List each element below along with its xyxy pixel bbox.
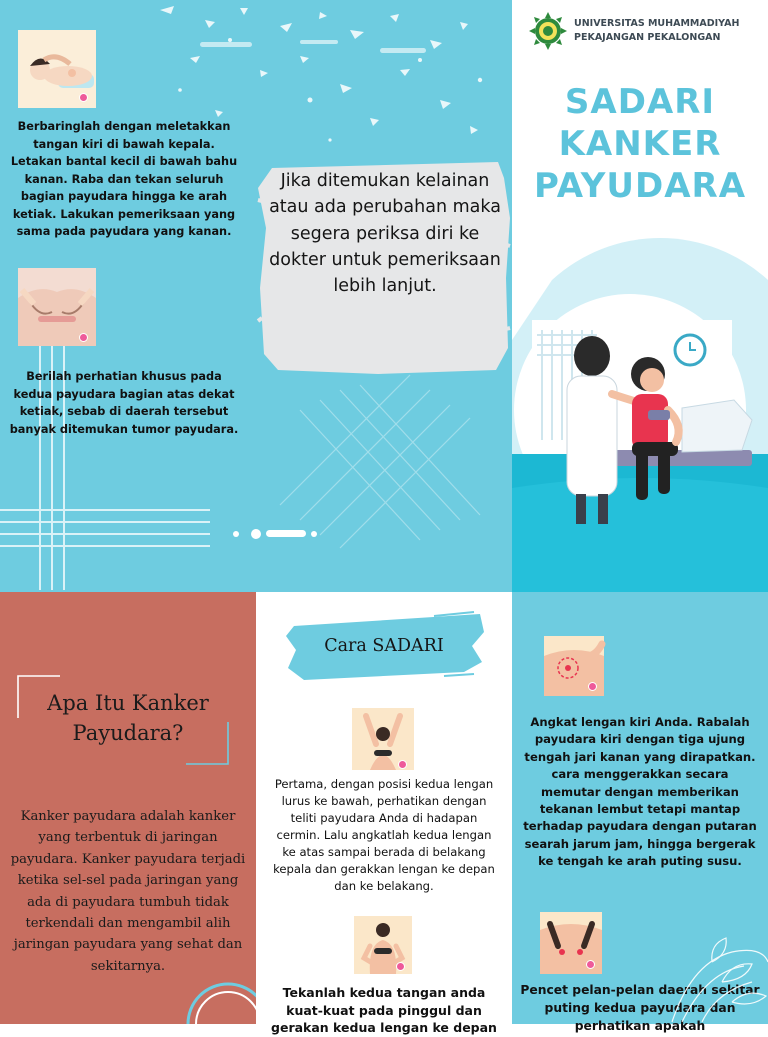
cara-step-1-text: Pertama, dengan posisi kedua lengan lurus ke bawah, perhatikan dengan teliti payudara Anda di hadapan cermin. Lalu angkatlah kedua lengan ke atas sampai berada di belakang kepala dan gerakkan lengan ke depan dan ke belakang. [273,777,495,894]
right-steps-panel [512,592,768,1033]
callout-text: Jika ditemukan kelainan atau ada perubahan maka segera periksa diri ke dokter untuk pemeriksaan lebih lanjut. [269,171,501,296]
marker-dot [586,960,595,969]
marker-dot [398,760,407,769]
about-body: Kanker payudara adalah kanker yang terbentuk di jaringan payudara. Kanker payudara terjadi ketika sel-sel pada jaringan yang ada di payudara tumbuh tidak terkendali dan mengambil alih jaringan payudara yang sehat dan sekitarnya. [10,809,246,974]
floral-line-decoration [662,922,768,1024]
university-name [574,17,739,46]
cara-step-2-text: Tekanlah kedua tangan anda kuat-kuat pada pinggul dan gerakan kedua lengan ke depan [271,985,497,1035]
cara-heading: Cara SADARI [324,636,444,656]
marker-dot [79,93,88,102]
doctor-patient-illustration [512,270,768,592]
marker-dot [396,962,405,971]
step-lying-text: Berbaringlah dengan meletakkan tangan kiri di bawah kepala. Letakan bantal kecil di bawah bahu kanan. Raba dan tekan seluruh bagian payudara hingga ke arah ketiak. Lakukan pemeriksaan yang sama pada payudara yang kanan. [10,120,238,238]
cover-title-line-3: PAYUDARA [533,166,747,206]
cover-title-line-1: SADARI [564,82,716,122]
cover-title-line-2: KANKER [558,124,722,164]
university-line-1: UNIVERSITAS MUHAMMADIYAH [574,18,740,29]
right-step-1-text: Angkat lengan kiri Anda. Rabalah payudara kiri dengan tiga ujung tengah jari kanan yang dirapatkan. cara menggerakkan secara memutar dengan memberikan tekanan lembut tetapi mantap terhadap payudara dengan putaran searah jarum jam, hingga bergerak ke tengah ke arah puting susu. [523,715,757,869]
inner-panel-steps [0,0,512,592]
marker-dot [79,333,88,342]
cover-panel [512,0,768,592]
marker-dot [588,682,597,691]
university-logo [528,11,568,51]
about-title: Apa Itu Kanker Payudara? [47,691,209,746]
university-line-2: PEKAJANGAN PEKALONGAN [574,32,721,44]
cara-panel [256,592,512,1035]
step-armpit-text: Berilah perhatian khusus pada kedua payudara bagian atas dekat ketiak, sebab di daerah tersebut banyak ditemukan tumor payudara. [9,370,239,436]
right-step-2-text: Pencet pelan-pelan daerah sekitar puting kedua payudara dan perhatikan apakah [520,983,760,1033]
about-panel [0,592,256,1024]
